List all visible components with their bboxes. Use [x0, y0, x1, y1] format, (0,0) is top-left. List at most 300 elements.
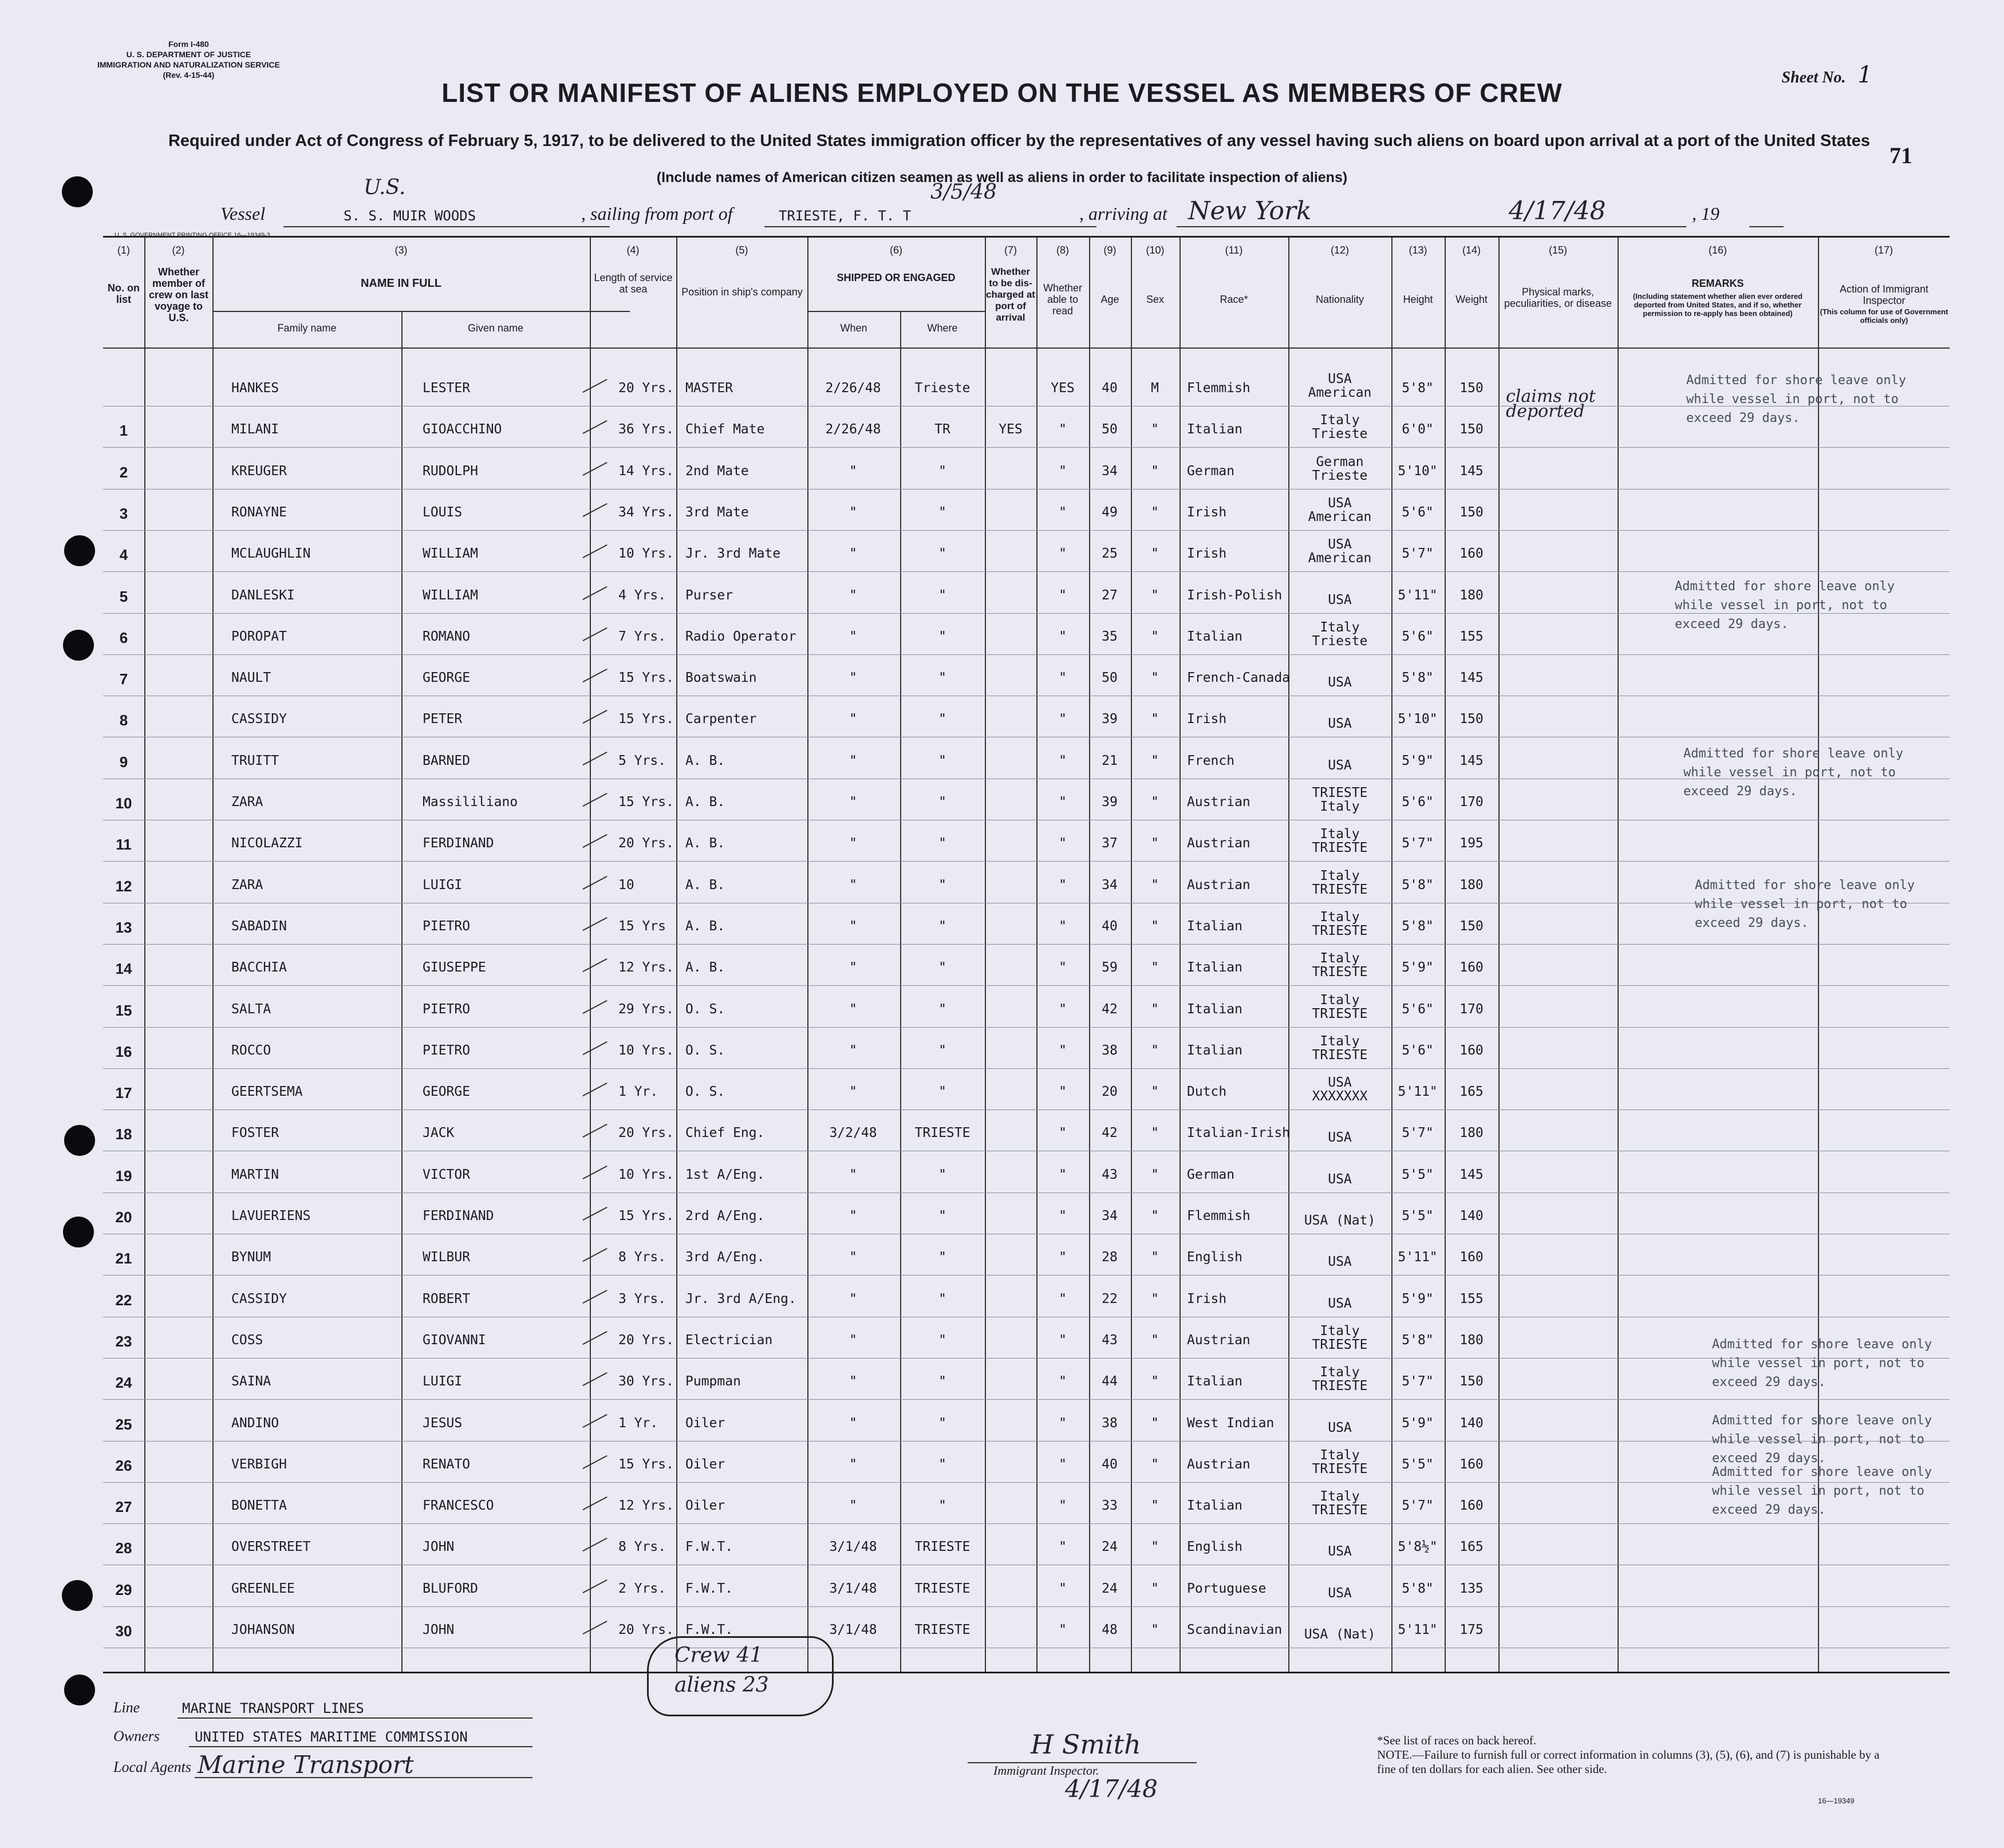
cell-race: Italian: [1187, 629, 1242, 644]
cell-nationality-line2: TRIESTE: [1312, 923, 1368, 938]
check-mark: [582, 1166, 607, 1179]
cell-nationality-line2: USA: [1328, 1171, 1352, 1187]
cell-height: 5'6": [1402, 504, 1434, 520]
cell-shipped-where: ": [938, 1209, 946, 1223]
cell-age: 21: [1102, 753, 1118, 768]
cell-given-name: JESUS: [423, 1415, 463, 1431]
cell-shipped-where: ": [938, 670, 946, 686]
col-rule: [985, 238, 986, 1672]
cell-nationality-line2: Trieste: [1312, 633, 1368, 649]
cell-position: A. B.: [685, 795, 725, 810]
cell-family-name: COSS: [231, 1332, 263, 1348]
cell-row-number: 27: [115, 1498, 132, 1516]
cell-shipped-when: ": [849, 918, 857, 934]
cell-age: 42: [1102, 1126, 1118, 1141]
check-mark: [582, 1372, 607, 1386]
cell-sex: M: [1151, 381, 1159, 396]
cell-family-name: OVERSTREET: [231, 1539, 311, 1555]
cell-length-of-service: 20 Yrs.: [618, 836, 674, 851]
cell-height: 5'9": [1402, 1291, 1434, 1306]
sailing-label: , sailing from port of: [581, 203, 733, 224]
cell-age: 38: [1102, 1415, 1118, 1431]
cell-family-name: CASSIDY: [231, 712, 287, 727]
cell-able-to-read: ": [1059, 795, 1067, 810]
cell-family-name: BACCHIA: [231, 960, 287, 976]
cell-height: 6'0": [1402, 422, 1434, 437]
vessel-underline: [283, 226, 610, 227]
cell-age: 42: [1102, 1001, 1118, 1017]
cell-family-name: KREUGER: [231, 463, 287, 479]
cell-family-name: MARTIN: [231, 1167, 279, 1182]
check-mark: [582, 1041, 607, 1055]
cell-nationality-line1: Italy: [1320, 951, 1360, 966]
cell-shipped-where: ": [938, 1415, 946, 1431]
cell-race: English: [1187, 1539, 1242, 1555]
sailing-port: TRIESTE, F. T. T: [779, 208, 912, 224]
cell-family-name: SALTA: [231, 1001, 271, 1017]
col-number: (6): [890, 244, 902, 256]
cell-shipped-when: ": [849, 1167, 857, 1182]
col-rule: [1036, 238, 1037, 1672]
cell-age: 40: [1102, 918, 1118, 934]
cell-sex: ": [1151, 795, 1159, 810]
header-last-voyage: Whether member of crew on last voyage to U.S.: [148, 266, 209, 323]
cell-position: 3rd A/Eng.: [685, 1250, 765, 1265]
cell-given-name: LUIGI: [423, 877, 463, 893]
cell-race: Austrian: [1187, 877, 1250, 893]
binder-hole: [64, 535, 95, 566]
shipped-subheader-rule: [807, 311, 985, 312]
cell-weight: 145: [1459, 1167, 1484, 1182]
cell-weight: 145: [1459, 670, 1484, 686]
cell-family-name: CASSIDY: [231, 1291, 287, 1306]
cell-age: 40: [1102, 1456, 1118, 1472]
row-rule: [103, 447, 1950, 448]
cell-given-name: FRANCESCO: [423, 1498, 494, 1514]
cell-height: 5'10": [1398, 712, 1438, 727]
cell-family-name: LAVUERIENS: [231, 1209, 311, 1223]
cell-shipped-where: ": [938, 1374, 946, 1389]
cell-family-name: ZARA: [231, 877, 263, 893]
cell-able-to-read: ": [1059, 918, 1067, 934]
cell-given-name: BLUFORD: [423, 1581, 478, 1596]
cell-row-number: 29: [115, 1581, 132, 1598]
header-height: Height: [1403, 294, 1433, 305]
cell-weight: 150: [1459, 422, 1484, 437]
cell-length-of-service: 34 Yrs.: [618, 504, 674, 520]
row-rule: [103, 1523, 1950, 1524]
cell-shipped-where: ": [938, 1332, 946, 1348]
cell-height: 5'7": [1402, 1126, 1434, 1141]
header-bottom-rule: [103, 348, 1950, 349]
cell-shipped-when: ": [849, 587, 857, 603]
cell-race: Italian-Irish: [1187, 1126, 1291, 1141]
sheet-number-value: 1: [1857, 62, 1872, 88]
cell-row-number: 1: [119, 422, 128, 440]
cell-row-number: 17: [115, 1084, 132, 1102]
vessel-name: S. S. MUIR WOODS: [344, 208, 476, 224]
cell-nationality-line1: Italy: [1320, 827, 1360, 842]
remark-admitted-shore-leave: Admitted for shore leave only while vessel in port, not to exceed 29 days.: [1712, 1413, 1932, 1466]
cell-length-of-service: 10 Yrs.: [618, 546, 674, 562]
cell-nationality-line1: Italy: [1320, 868, 1360, 883]
cell-weight: 160: [1459, 960, 1484, 976]
cell-given-name: GIOVANNI: [423, 1332, 486, 1348]
cell-age: 50: [1102, 670, 1118, 686]
cell-given-name: PIETRO: [423, 1001, 471, 1017]
cell-shipped-when: ": [849, 1084, 857, 1100]
cell-family-name: POROPAT: [231, 629, 287, 644]
cell-length-of-service: 8 Yrs.: [618, 1539, 666, 1555]
cell-weight: 160: [1459, 546, 1484, 562]
cell-row-number: 21: [115, 1250, 132, 1267]
cell-weight: 150: [1459, 918, 1484, 934]
col-rule: [401, 311, 403, 1672]
col-number: (2): [172, 244, 185, 256]
row-rule: [103, 1399, 1950, 1400]
cell-row-number: 2: [119, 463, 128, 481]
cell-row-number: 16: [115, 1043, 132, 1060]
inspector-label: Immigrant Inspector.: [993, 1763, 1099, 1778]
arrival-date-handwritten: 4/17/48: [1509, 196, 1606, 226]
cell-height: 5'8": [1402, 670, 1434, 686]
aliens-count: aliens 23: [674, 1673, 769, 1697]
check-mark: [582, 1083, 607, 1096]
check-mark: [582, 379, 607, 393]
check-mark: [582, 1289, 607, 1303]
cell-shipped-where: ": [938, 546, 946, 562]
cell-shipped-when: ": [849, 1250, 857, 1265]
cell-shipped-when: ": [849, 1498, 857, 1514]
cell-row-number: 30: [115, 1622, 132, 1640]
header-age: Age: [1100, 294, 1119, 305]
cell-able-to-read: ": [1059, 960, 1067, 976]
cell-given-name: GEORGE: [423, 670, 471, 686]
cell-row-number: 26: [115, 1456, 132, 1474]
cell-sex: ": [1151, 1250, 1159, 1265]
cell-family-name: NICOLAZZI: [231, 836, 303, 851]
cell-shipped-where: ": [938, 1498, 946, 1514]
cell-family-name: JOHANSON: [231, 1622, 295, 1637]
cell-race: Italian: [1187, 1043, 1242, 1058]
check-mark: [582, 1248, 607, 1262]
cell-nationality-line2: USA: [1328, 1130, 1352, 1146]
cell-race: Irish: [1187, 546, 1227, 562]
cell-nationality-line1: TRIESTE: [1312, 785, 1368, 800]
cell-weight: 150: [1459, 1374, 1484, 1389]
cell-position: A. B.: [685, 836, 725, 851]
cell-given-name: JOHN: [423, 1622, 455, 1637]
agents-label: Local Agents: [113, 1759, 192, 1775]
cell-nationality-line2: TRIESTE: [1312, 882, 1368, 897]
cell-able-to-read: ": [1059, 1374, 1067, 1389]
row-rule: [103, 1358, 1950, 1359]
cell-sex: ": [1151, 1456, 1159, 1472]
cell-age: 20: [1102, 1084, 1118, 1100]
cell-able-to-read: ": [1059, 629, 1067, 644]
cell-position: Carpenter: [685, 712, 757, 727]
cell-race: German: [1187, 1167, 1235, 1182]
cell-given-name: Massililiano: [423, 795, 518, 810]
row-rule: [103, 613, 1950, 614]
col-rule: [1391, 238, 1392, 1672]
remark-admitted-shore-leave: Admitted for shore leave only while vessel in port, not to exceed 29 days.: [1712, 1465, 1932, 1517]
cell-weight: 140: [1459, 1415, 1484, 1431]
cell-length-of-service: 4 Yrs.: [618, 587, 666, 603]
page-title: LIST OR MANIFEST OF ALIENS EMPLOYED ON THE VESSEL AS MEMBERS OF CREW: [441, 78, 1563, 108]
year-label: , 19: [1692, 203, 1719, 224]
cell-able-to-read: ": [1059, 1415, 1067, 1431]
cell-race: Italian: [1187, 918, 1242, 934]
cell-race: Italian: [1187, 1374, 1242, 1389]
cell-nationality-line2: USA: [1328, 1585, 1352, 1601]
check-mark: [582, 1413, 607, 1427]
cell-sex: ": [1151, 1001, 1159, 1017]
cell-position: A. B.: [685, 753, 725, 768]
cell-nationality-line2: TRIESTE: [1312, 1047, 1368, 1063]
cell-row-number: 25: [115, 1415, 132, 1433]
cell-height: 5'9": [1402, 1415, 1434, 1431]
penalty-note: NOTE.—Failure to furnish full or correct information in columns (3), (5), (6), and (7) is punishable by a fine of ten dollars for each alien. See other side.: [1377, 1748, 1880, 1776]
cell-length-of-service: 15 Yrs.: [618, 795, 674, 810]
crew-table: [103, 236, 1950, 1673]
cell-nationality-line2: American: [1308, 551, 1372, 566]
cell-nationality-line2: USA: [1328, 1254, 1352, 1270]
cell-able-to-read: YES: [1051, 381, 1075, 396]
cell-shipped-where: ": [938, 1167, 946, 1182]
cell-nationality-line2: USA (Nat): [1304, 1627, 1376, 1642]
cell-race: English: [1187, 1250, 1242, 1265]
cell-height: 5'8": [1402, 1332, 1434, 1348]
cell-position: Oiler: [685, 1498, 725, 1514]
cell-family-name: GEERTSEMA: [231, 1084, 303, 1100]
cell-position: 3rd Mate: [685, 504, 749, 520]
col-number: (15): [1548, 244, 1567, 256]
cell-height: 5'7": [1402, 546, 1434, 562]
cell-shipped-where: ": [938, 1084, 946, 1100]
cell-able-to-read: ": [1059, 1456, 1067, 1472]
cell-shipped-when: ": [849, 877, 857, 893]
cell-able-to-read: ": [1059, 753, 1067, 768]
cell-age: 24: [1102, 1581, 1118, 1596]
cell-shipped-where: ": [938, 1291, 946, 1306]
cell-nationality-line1: Italy: [1320, 1447, 1360, 1463]
cell-nationality-line2: TRIESTE: [1312, 840, 1368, 856]
cell-length-of-service: 3 Yrs.: [618, 1291, 666, 1306]
cell-row-number: 4: [119, 546, 128, 564]
row-rule: [103, 1441, 1950, 1442]
cell-sex: ": [1151, 1084, 1159, 1100]
cell-height: 5'6": [1402, 629, 1434, 644]
cell-able-to-read: ": [1059, 546, 1067, 562]
check-mark: [582, 1455, 607, 1469]
binder-hole: [63, 630, 94, 661]
header-able-to-read: Whether able to read: [1043, 282, 1083, 317]
cell-weight: 180: [1459, 587, 1484, 603]
col-number: (7): [1004, 244, 1017, 256]
cell-nationality-line1: Italy: [1320, 1489, 1360, 1505]
cell-shipped-where: TRIESTE: [914, 1539, 971, 1555]
owners-underline: [189, 1746, 532, 1747]
cell-weight: 150: [1459, 381, 1484, 396]
col-number: (10): [1146, 244, 1165, 256]
row-rule: [103, 944, 1950, 945]
cell-family-name: HANKES: [231, 381, 279, 396]
port-underline: [764, 226, 1096, 227]
binder-hole: [64, 1125, 95, 1156]
cell-shipped-when: ": [849, 1415, 857, 1431]
cell-given-name: GEORGE: [423, 1084, 471, 1100]
cell-given-name: RUDOLPH: [423, 463, 478, 479]
cell-nationality-line2: TRIESTE: [1312, 1461, 1368, 1476]
cell-position: Jr. 3rd A/Eng.: [685, 1291, 796, 1306]
cell-height: 5'5": [1402, 1456, 1434, 1472]
cell-shipped-where: ": [938, 960, 946, 976]
cell-nationality-line1: USA: [1328, 1075, 1352, 1091]
cell-row-number: 28: [115, 1539, 132, 1557]
cell-shipped-when: ": [849, 1456, 857, 1472]
cell-row-number: 22: [115, 1291, 132, 1309]
col-number: (9): [1103, 244, 1117, 256]
cell-shipped-where: ": [938, 463, 946, 479]
cell-shipped-when: ": [849, 1001, 857, 1017]
cell-given-name: LOUIS: [423, 504, 463, 520]
cell-height: 5'8½": [1398, 1539, 1438, 1555]
form-number: Form I-480: [168, 40, 209, 49]
header-race: Race*: [1220, 294, 1248, 305]
cell-able-to-read: ": [1059, 422, 1067, 437]
cell-given-name: LUIGI: [423, 1374, 463, 1389]
cell-nationality-line2: USA: [1328, 592, 1352, 607]
cell-age: 50: [1102, 422, 1118, 437]
col-number: (14): [1462, 244, 1481, 256]
check-mark: [582, 503, 607, 517]
cell-sex: ": [1151, 1415, 1159, 1431]
col-number: (1): [117, 244, 130, 256]
cell-shipped-where: TRIESTE: [914, 1581, 971, 1596]
cell-family-name: TRUITT: [231, 753, 279, 768]
cell-given-name: FERDINAND: [423, 836, 494, 851]
cell-row-number: 11: [116, 836, 132, 854]
cell-height: 5'7": [1402, 1498, 1434, 1514]
owners-value: UNITED STATES MARITIME COMMISSION: [195, 1729, 468, 1745]
cell-sex: ": [1151, 712, 1159, 727]
cell-given-name: WILBUR: [423, 1250, 471, 1265]
cell-given-name: VICTOR: [423, 1167, 471, 1182]
cell-length-of-service: 36 Yrs.: [618, 422, 674, 437]
cell-shipped-where: ": [938, 918, 946, 934]
owners-label: Owners: [113, 1728, 160, 1744]
cell-given-name: FERDINAND: [423, 1209, 494, 1223]
cell-race: Flemmish: [1187, 381, 1250, 396]
cell-nationality-line2: USA: [1328, 1420, 1352, 1435]
cell-given-name: PIETRO: [423, 918, 471, 934]
remark-admitted-shore-leave: Admitted for shore leave only while vessel in port, not to exceed 29 days.: [1675, 579, 1895, 631]
cell-nationality-line1: Italy: [1320, 619, 1360, 635]
row-rule: [103, 1192, 1950, 1193]
cell-able-to-read: ": [1059, 836, 1067, 851]
cell-position: O. S.: [685, 1001, 725, 1017]
cell-able-to-read: ": [1059, 504, 1067, 520]
cell-age: 34: [1102, 463, 1118, 479]
cell-position: 2nd Mate: [685, 463, 749, 479]
cell-sex: ": [1151, 1498, 1159, 1514]
check-mark: [582, 752, 607, 765]
cell-able-to-read: ": [1059, 1126, 1067, 1141]
name-subheader-rule: [212, 311, 630, 312]
cell-height: 5'7": [1402, 1374, 1434, 1389]
cell-weight: 170: [1459, 795, 1484, 810]
form-department: U. S. DEPARTMENT OF JUSTICE: [126, 50, 251, 59]
cell-weight: 180: [1459, 877, 1484, 893]
cell-length-of-service: 7 Yrs.: [618, 629, 666, 644]
cell-shipped-where: ": [938, 753, 946, 768]
header-no-on-list: No. on list: [108, 282, 140, 305]
cell-weight: 180: [1459, 1126, 1484, 1141]
cell-shipped-where: ": [938, 1043, 946, 1058]
cell-row-number: 3: [119, 504, 128, 522]
col-rule: [676, 238, 677, 1672]
cell-shipped-when: ": [849, 1291, 857, 1306]
inspector-signature: H Smith: [1031, 1729, 1141, 1760]
cell-given-name: RENATO: [423, 1456, 471, 1472]
check-mark: [582, 544, 607, 558]
binder-hole: [64, 1675, 95, 1705]
cell-age: 49: [1102, 504, 1118, 520]
cell-height: 5'9": [1402, 753, 1434, 768]
cell-height: 5'8": [1402, 918, 1434, 934]
cell-given-name: PETER: [423, 712, 463, 727]
row-rule: [103, 654, 1950, 655]
cell-nationality-line2: XXXXXXX: [1312, 1089, 1368, 1104]
check-mark: [582, 627, 607, 641]
cell-age: 27: [1102, 587, 1118, 603]
cell-height: 5'11": [1398, 1084, 1438, 1100]
cell-age: 40: [1102, 381, 1118, 396]
cell-given-name: WILLIAM: [423, 587, 478, 603]
cell-length-of-service: 5 Yrs.: [618, 753, 666, 768]
cell-given-name: JACK: [423, 1126, 455, 1141]
cell-position: Boatswain: [685, 670, 757, 686]
header-length-service: Length of service at sea: [594, 272, 673, 295]
header-sex: Sex: [1146, 294, 1165, 305]
agents-underline: [195, 1777, 532, 1778]
col-rule: [1179, 238, 1181, 1672]
cell-race: Irish: [1187, 712, 1227, 727]
cell-age: 48: [1102, 1622, 1118, 1637]
header-weight: Weight: [1455, 294, 1488, 305]
cell-given-name: PIETRO: [423, 1043, 471, 1058]
check-mark: [582, 1207, 607, 1221]
cell-shipped-where: ": [938, 795, 946, 810]
cell-shipped-where: ": [938, 629, 946, 644]
header-where: Where: [927, 322, 958, 334]
cell-nationality-line2: TRIESTE: [1312, 1503, 1368, 1518]
page-subtitle: Required under Act of Congress of February 5, 1917, to be delivered to the United States immigration officer by the representatives of any vessel having such aliens on board upon arrival at a port of the United States: [168, 132, 1871, 150]
cell-able-to-read: ": [1059, 1043, 1067, 1058]
col-rule: [1288, 238, 1289, 1672]
cell-family-name: BYNUM: [231, 1250, 271, 1265]
cell-age: 34: [1102, 877, 1118, 893]
cell-row-number: 18: [115, 1126, 132, 1143]
cell-sex: ": [1151, 1209, 1159, 1223]
cell-family-name: DANLESKI: [231, 587, 295, 603]
check-mark: [582, 1000, 607, 1013]
cell-sex: ": [1151, 1332, 1159, 1348]
col-rule: [1498, 238, 1500, 1672]
cell-sex: ": [1151, 1167, 1159, 1182]
cell-shipped-where: TR: [934, 422, 950, 437]
